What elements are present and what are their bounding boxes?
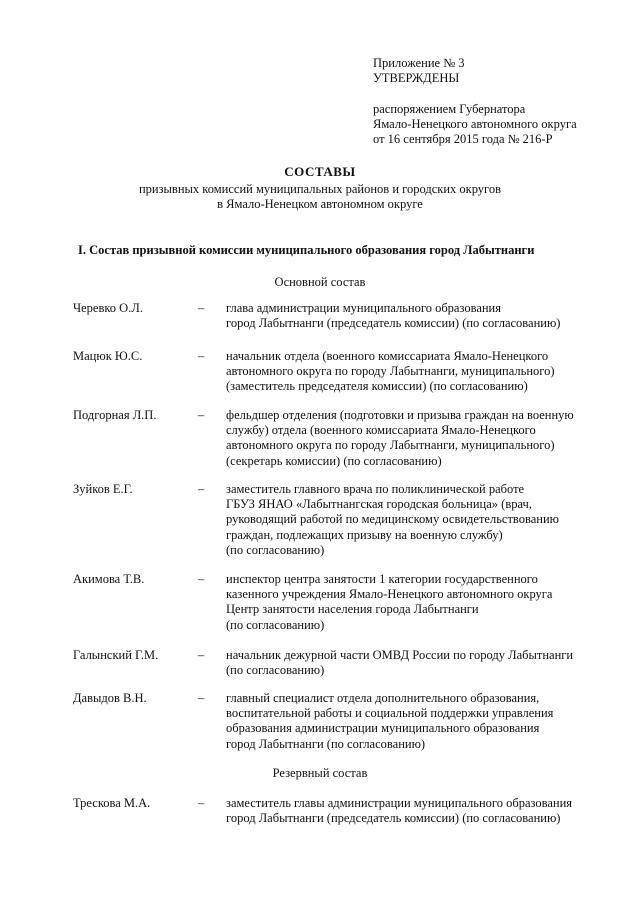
description-line: город Лабытнанги (председатель комиссии) (по согласованию) <box>226 316 561 331</box>
title-line: призывных комиссий муниципальных районов и городских округов <box>138 181 502 196</box>
description-line: заместитель главного врача по поликлинической работе <box>226 482 525 496</box>
member-description <box>226 349 606 395</box>
description-line: фельдшер отделения (подготовки и призыва граждан на военную <box>226 408 574 422</box>
order-line: Ямало-Ненецкого автономного округа <box>373 117 577 131</box>
member-description <box>226 691 606 752</box>
description-line: автономного округа по городу Лабытнанги, муниципального) <box>226 438 555 453</box>
description-line: глава администрации муниципального образования <box>226 301 501 315</box>
description-line: начальник дежурной части ОМВД России по городу Лабытнанги <box>226 648 574 662</box>
description-line: главный специалист отдела дополнительного образования, <box>226 691 540 705</box>
member-description <box>226 572 606 633</box>
dash: – <box>198 648 205 662</box>
member-description <box>226 648 606 678</box>
description-line: службу) отдела (военного комиссариата Ямало-Ненецкого <box>226 423 536 438</box>
dash: – <box>198 482 205 496</box>
member-name: Галынский Г.М. <box>73 648 159 662</box>
dash: – <box>198 691 205 705</box>
description-line: (заместитель председателя комиссии) (по согласованию) <box>226 379 528 394</box>
member-name: Мацюк Ю.С. <box>73 349 143 363</box>
description-line: автономного округа по городу Лабытнанги, муниципального) <box>226 364 555 379</box>
description-line: образования администрации муниципального образования <box>226 721 540 736</box>
dash: – <box>198 572 205 586</box>
description-line: граждан, подлежащих призыву на военную службу) <box>226 527 503 542</box>
description-line: город Лабытнанги (по согласованию) <box>226 736 426 751</box>
description-line: инспектор центра занятости 1 категории государственного <box>226 572 538 586</box>
dash: – <box>198 349 205 363</box>
dash: – <box>198 796 205 810</box>
dash: – <box>198 408 205 422</box>
member-name: Зуйков Е.Г. <box>73 482 133 496</box>
description-line: заместитель главы администрации муниципального образования <box>226 796 573 810</box>
reserve-composition-subtitle: Резервный состав <box>272 766 368 780</box>
section-heading: I. Состав призывной комиссии муниципального образования город Лабытнанги <box>78 243 535 257</box>
member-name: Подгорная Л.П. <box>73 408 157 422</box>
description-line: город Лабытнанги (председатель комиссии) (по согласованию) <box>226 811 561 826</box>
order-line: распоряжением Губернатора <box>373 102 526 116</box>
description-line: казенного учреждения Ямало-Ненецкого автономного округа <box>226 587 553 602</box>
member-name: Давыдов В.Н. <box>73 691 147 705</box>
approved-label: УТВЕРЖДЕНЫ <box>373 71 460 85</box>
member-name: Черевко О.Л. <box>73 301 143 315</box>
document-title <box>0 164 640 213</box>
member-description <box>226 482 606 558</box>
description-line: начальник отдела (военного комиссариата Ямало-Ненецкого <box>226 349 549 363</box>
description-line: (по согласованию) <box>226 542 325 557</box>
member-description <box>226 408 606 469</box>
member-description <box>226 796 606 826</box>
order-line: от 16 сентября 2015 года № 216-Р <box>373 132 553 146</box>
description-line: ГБУЗ ЯНАО «Лабытнангская городская больница» (врач, <box>226 497 532 512</box>
member-description <box>226 301 606 331</box>
member-name: Трескова М.А. <box>73 796 151 810</box>
description-line: (по согласованию) <box>226 663 325 678</box>
description-line: Центр занятости населения города Лабытнанги <box>226 602 479 617</box>
description-line: воспитательной работы и социальной поддержки управления <box>226 706 554 721</box>
main-composition-subtitle: Основной состав <box>274 275 366 289</box>
appendix-label: Приложение № 3 <box>373 56 465 70</box>
title-main: СОСТАВЫ <box>284 164 356 179</box>
dash: – <box>198 301 205 315</box>
title-line: в Ямало-Ненецком автономном округе <box>217 197 423 211</box>
member-name: Акимова Т.В. <box>73 572 145 586</box>
approval-block <box>373 56 577 147</box>
description-line: (секретарь комиссии) (по согласованию) <box>226 453 442 468</box>
description-line: (по согласованию) <box>226 617 325 632</box>
description-line: руководящий работой по медицинскому освидетельствованию <box>226 512 559 527</box>
